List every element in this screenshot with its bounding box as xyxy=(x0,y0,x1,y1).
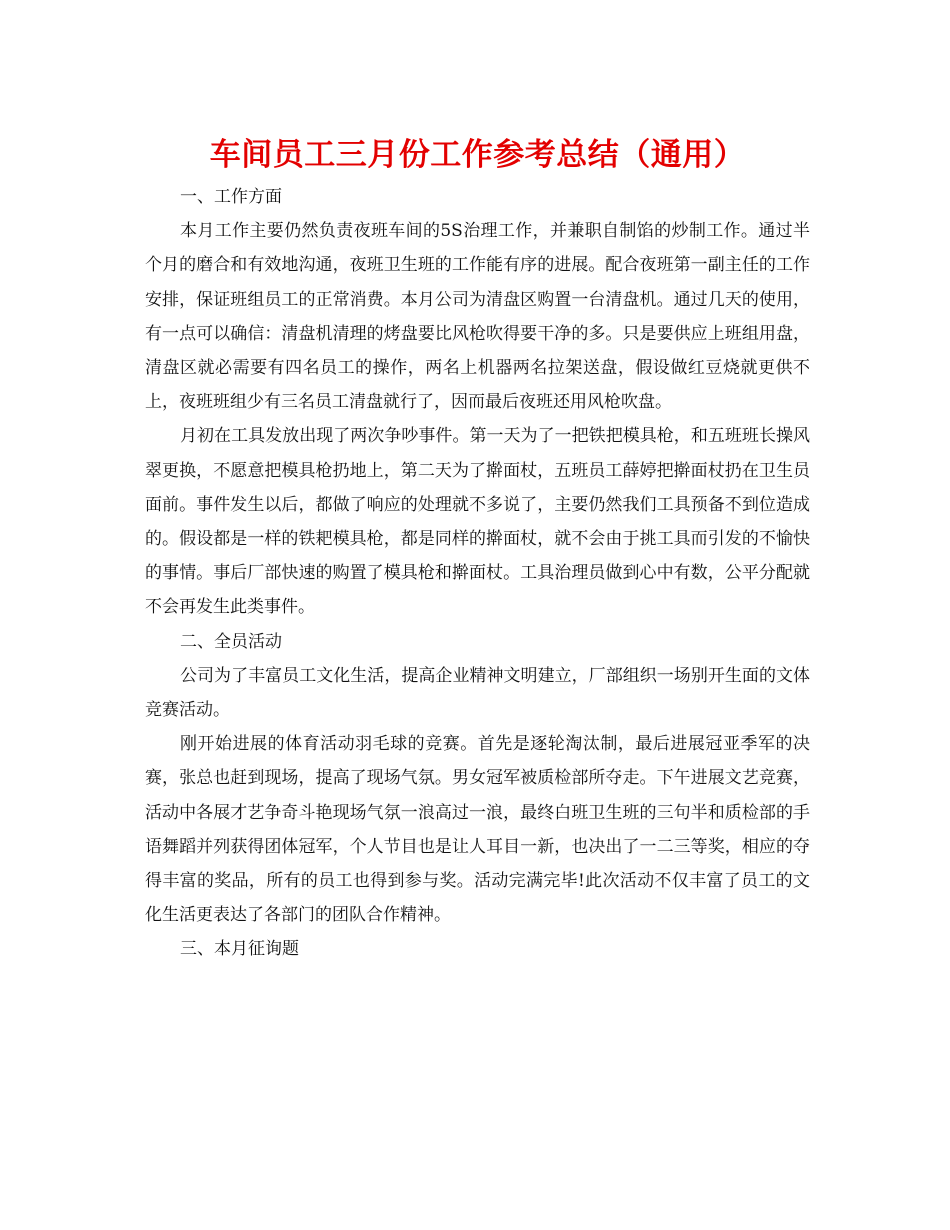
paragraph-activity-intro: 公司为了丰富员工文化生活，提高企业精神文明建立，厂部组织一场别开生面的文体竞赛活动。 xyxy=(145,665,810,721)
section-heading-issues: 三、本月征询题 xyxy=(180,939,299,960)
section-heading-work: 一、工作方面 xyxy=(180,187,282,207)
document-body xyxy=(145,130,810,967)
paragraph-tool-incident: 月初在工具发放出现了两次争吵事件。第一天为了一把铁把模具枪，和五班班长操风翠更换，不愿意把模具枪扔地上，第二天为了擀面杖，五班员工薛婷把擀面杖扔在卫生员面前。事件发生以后，都做了响应的处理就不多说了，主要仍然我们工具预备不到位造成的。假设都是一样的铁耙模具枪，都是同样的擀面杖，就不会由于挑工具而引发的不愉快的事情。事后厂部快速的购置了模具枪和擀面杖。工具治理员做到心中有数，公平分配就不会再发生此类事件。 xyxy=(145,426,810,618)
document-title: 车间员工三月份工作参考总结（通用） xyxy=(209,137,746,173)
paragraph-activity-details: 刚开始进展的体育活动羽毛球的竞赛。首先是逐轮淘汰制，最后进展冠亚季军的决赛，张总也赶到现场，提高了现场气氛。男女冠军被质检部所夺走。下午进展文艺竞赛，活动中各展才艺争奇斗艳现场气氛一浪高过一浪，最终白班卫生班的三句半和质检部的手语舞蹈并列获得团体冠军，个人节目也是让人耳目一新，也决出了一二三等奖，相应的夺得丰富的奖品，所有的员工也得到参与奖。活动完满完毕!此次活动不仅丰富了员工的文化生活更表达了各部门的团队合作精神。 xyxy=(145,734,810,926)
paragraph-work-summary: 本月工作主要仍然负责夜班车间的5S治理工作，并兼职自制馅的炒制工作。通过半个月的磨合和有效地沟通，夜班卫生班的工作能有序的进展。配合夜班第一副主任的工作安排，保证班组员工的正常消费。本月公司为清盘区购置一台清盘机。通过几天的使用，有一点可以确信：清盘机清理的烤盘要比风枪吹得要干净的多。只是要供应上班组用盘，清盘区就必需要有四名员工的操作，两名上机器两名拉架送盘，假设做红豆烧就更供不上，夜班班组少有三名员工清盘就行了，因而最后夜班还用风枪吹盘。 xyxy=(145,221,810,413)
section-heading-activities: 二、全员活动 xyxy=(180,631,282,652)
